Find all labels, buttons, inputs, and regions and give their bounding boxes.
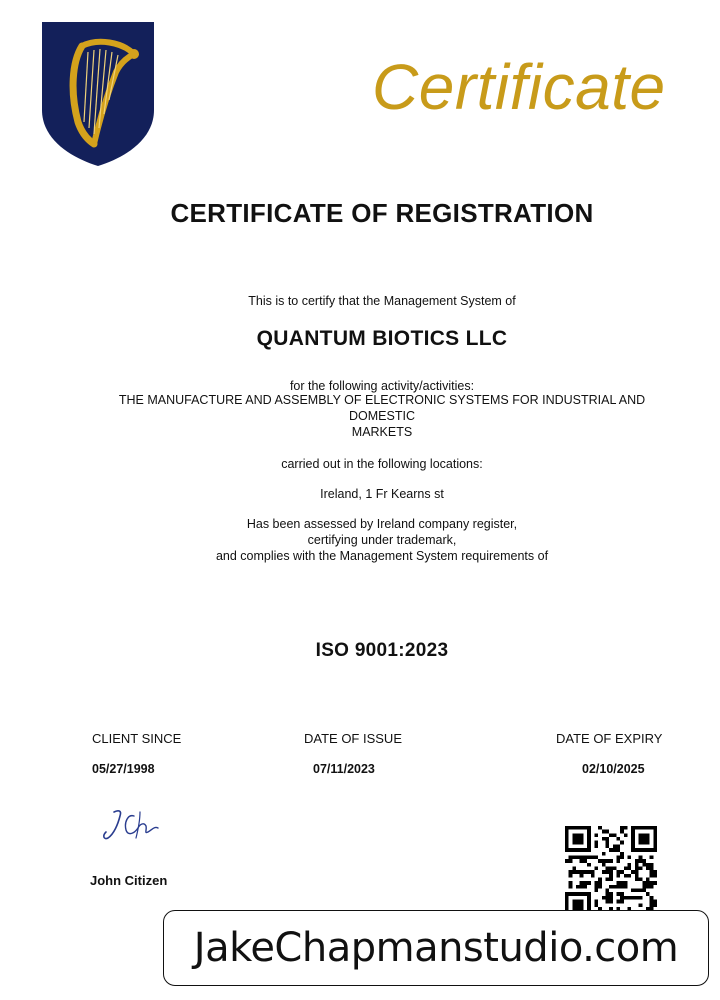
assessment-line: Has been assessed by Ireland company register, <box>246 517 518 531</box>
location-text: Ireland, 1 Fr Kearns st <box>320 487 444 501</box>
signatory-name: John Citizen <box>90 873 168 888</box>
locations-intro: carried out in the following locations: <box>281 457 483 471</box>
activity-line: DOMESTIC <box>349 409 415 423</box>
handwritten-signature <box>100 806 170 846</box>
certificate-title: CERTIFICATE OF REGISTRATION <box>170 198 594 228</box>
activity-intro: for the following activity/activities: <box>289 379 475 393</box>
activity-line: THE MANUFACTURE AND ASSEMBLY OF ELECTRONIC SYSTEMS FOR INDUSTRIAL AND <box>118 393 646 407</box>
iso-standard: ISO 9001:2023 <box>315 640 449 661</box>
issue-date-value: 07/11/2023 <box>313 762 375 776</box>
expiry-date-label: DATE OF EXPIRY <box>556 731 663 746</box>
activity-line: MARKETS <box>351 425 413 439</box>
watermark-text: JakeChapmanstudio.com <box>193 925 679 971</box>
assessment-line: and complies with the Management System requirements of <box>215 549 549 563</box>
expiry-date-value: 02/10/2025 <box>582 762 645 776</box>
intro-text: This is to certify that the Management System of <box>248 294 516 308</box>
company-name: QUANTUM BIOTICS LLC <box>256 327 508 350</box>
client-since-label: CLIENT SINCE <box>92 731 182 746</box>
watermark-banner <box>163 910 709 986</box>
assessment-line: certifying under trademark, <box>307 533 457 547</box>
issue-date-label: DATE OF ISSUE <box>304 731 402 746</box>
qr-code-icon <box>565 826 657 918</box>
brand-title: Certificate <box>372 51 666 123</box>
client-since-value: 05/27/1998 <box>92 762 155 776</box>
harp-crest-icon <box>42 22 154 166</box>
